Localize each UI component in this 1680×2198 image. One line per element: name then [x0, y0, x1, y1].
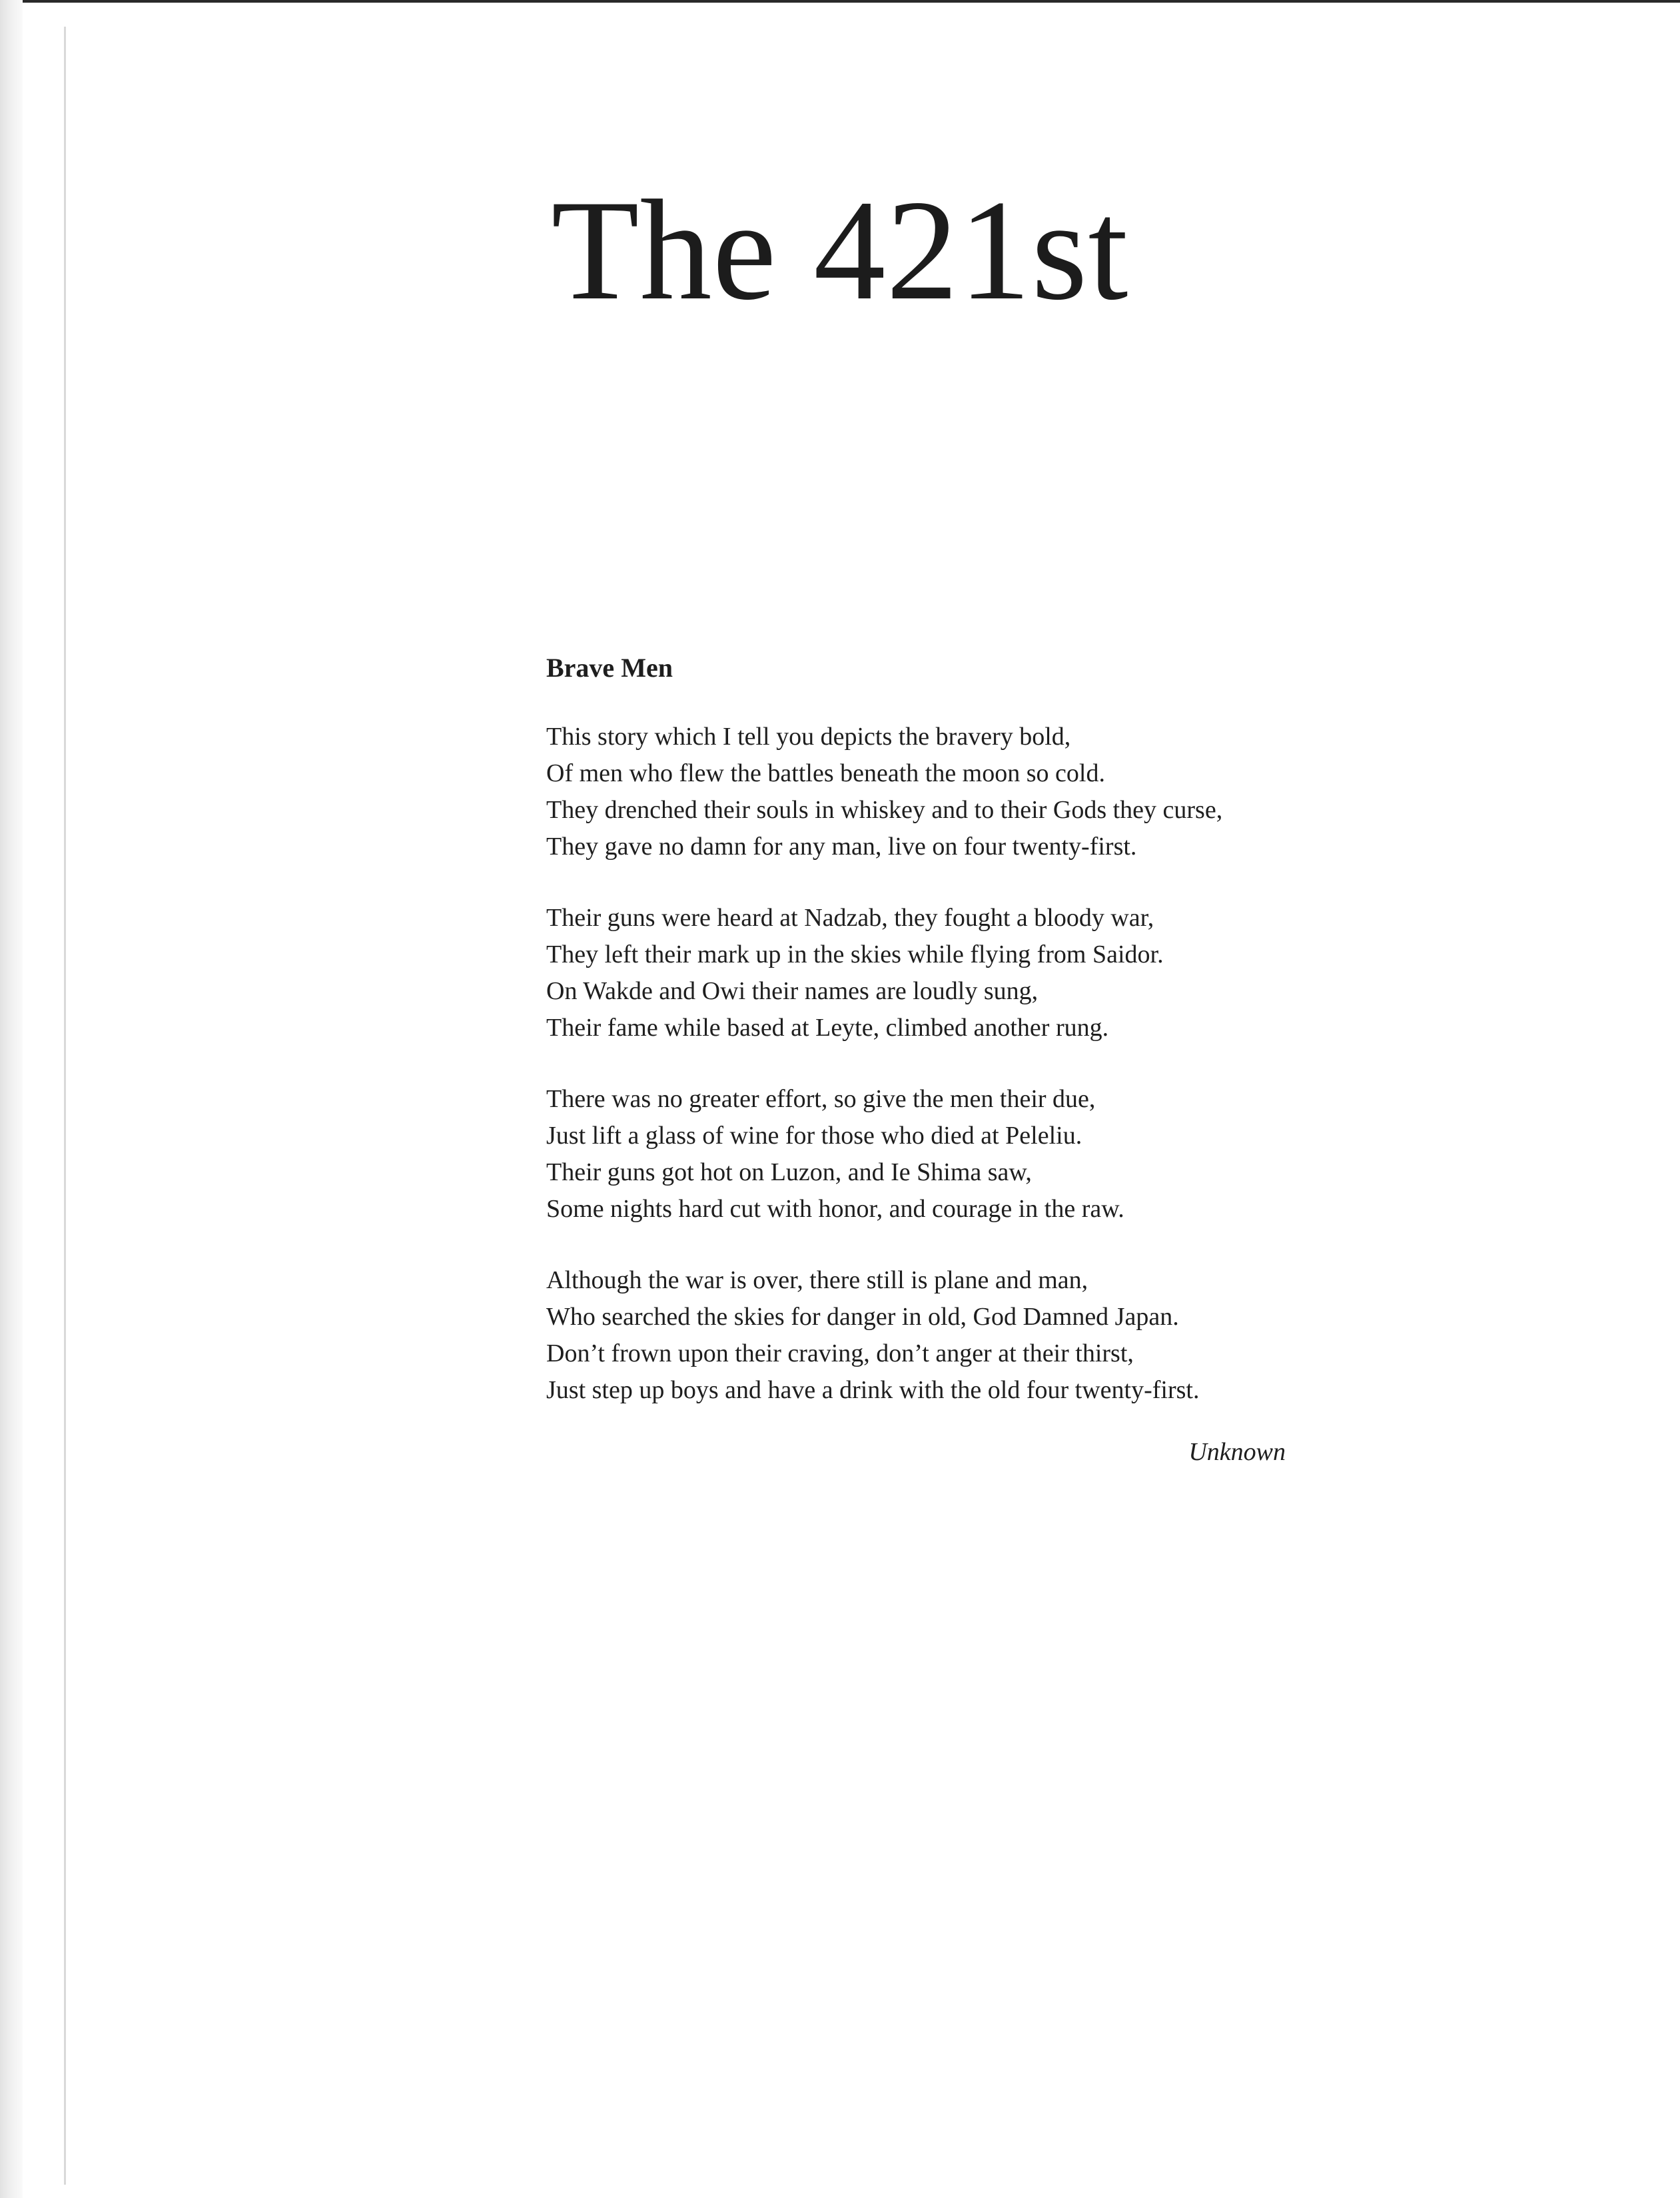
poem-line: Who searched the skies for danger in old, God Damned Japan.	[546, 1303, 1179, 1331]
stanza-1	[546, 719, 1286, 865]
poem	[546, 649, 1286, 1471]
poem-line: Their fame while based at Leyte, climbed another rung.	[546, 1014, 1109, 1042]
poem-line: Just lift a glass of wine for those who died at Peleliu.	[546, 1122, 1082, 1150]
poem-line: This story which I tell you depicts the bravery bold,	[546, 723, 1071, 751]
poem-line: Don’t frown upon their craving, don’t anger at their thirst,	[546, 1339, 1134, 1367]
stanza-3	[546, 1081, 1286, 1228]
poem-line: Their guns were heard at Nadzab, they fought a bloody war,	[546, 904, 1154, 932]
poem-line: Although the war is over, there still is plane and man,	[546, 1266, 1088, 1294]
poem-heading: Brave Men	[546, 653, 673, 683]
poem-line: They drenched their souls in whiskey and to their Gods they curse,	[546, 796, 1223, 824]
poem-line: Of men who flew the battles beneath the moon so cold.	[546, 759, 1105, 787]
poem-line: Some nights hard cut with honor, and courage in the raw.	[546, 1195, 1124, 1223]
poem-line: There was no greater effort, so give the men their due,	[546, 1085, 1096, 1113]
stanza-4	[546, 1262, 1286, 1409]
scan-top-border	[0, 0, 1680, 3]
poem-line: Their guns got hot on Luzon, and Ie Shima saw,	[546, 1158, 1032, 1186]
page-fold-line	[64, 27, 66, 2185]
stanza-2	[546, 900, 1286, 1046]
poem-line: They gave no damn for any man, live on four twenty-first.	[546, 833, 1137, 861]
poem-line: They left their mark up in the skies while flying from Saidor.	[546, 940, 1164, 968]
poem-line: Just step up boys and have a drink with the old four twenty-first.	[546, 1376, 1200, 1404]
scan-binding-edge	[0, 0, 23, 2198]
page-title: The 421st	[551, 171, 1129, 330]
poem-author: Unknown	[1188, 1438, 1286, 1466]
poem-line: On Wakde and Owi their names are loudly sung,	[546, 977, 1039, 1005]
